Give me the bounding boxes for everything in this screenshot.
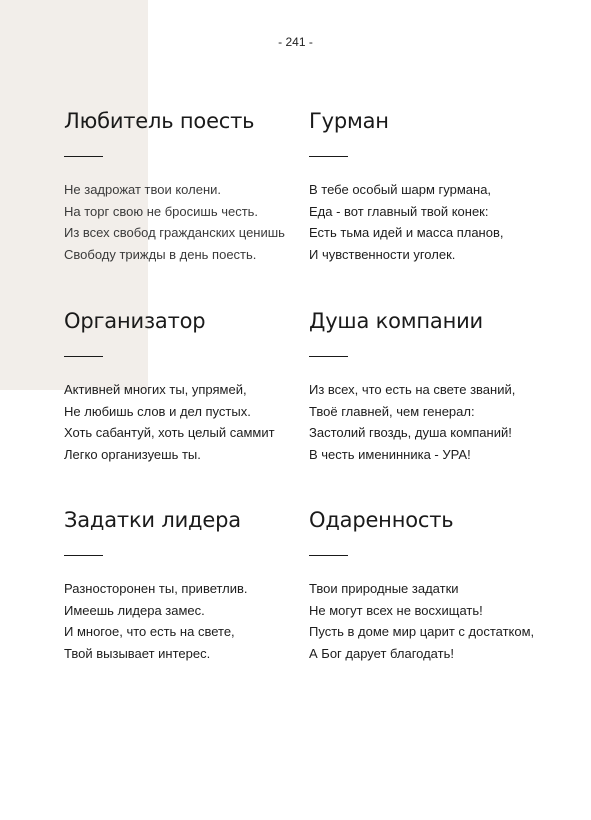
poem-verse	[309, 179, 559, 265]
verse-line: Свободу трижды в день поесть.	[64, 246, 257, 262]
poem-verse	[309, 578, 559, 664]
title-divider	[64, 156, 103, 157]
verse-line: И многое, что есть на свете,	[64, 624, 235, 639]
verse-line: Хоть сабантуй, хоть целый саммит	[64, 425, 275, 440]
verse-line: В честь именинника - УРА!	[309, 446, 471, 462]
verse-line: Твои природные задатки	[309, 581, 459, 596]
verse-line: На торг свою не бросишь честь.	[64, 203, 259, 219]
poem-section-food-lover	[64, 108, 314, 265]
verse-line: Активней многих ты, упрямей,	[64, 382, 247, 397]
poem-verse	[64, 578, 314, 664]
title-divider	[309, 156, 348, 157]
poem-verse	[309, 379, 559, 465]
verse-line: Еда - вот главный твой конек:	[309, 203, 489, 219]
poem-section-leader	[64, 507, 314, 664]
title-divider	[309, 555, 348, 556]
title-divider	[309, 356, 348, 357]
poem-section-giftedness	[309, 507, 559, 664]
verse-line: Твоё главней, чем генерал:	[309, 403, 475, 419]
verse-line: Из всех, что есть на свете званий,	[309, 382, 516, 397]
poem-title: Организатор	[64, 309, 206, 333]
poem-title: Душа компании	[309, 309, 483, 333]
verse-line: Легко организуешь ты.	[64, 446, 201, 462]
title-divider	[64, 555, 103, 556]
poem-title: Одаренность	[309, 508, 454, 532]
page-number: - 241 -	[278, 35, 313, 49]
poem-title: Задатки лидера	[64, 508, 241, 532]
verse-line: Имеешь лидера замес.	[64, 602, 205, 618]
poem-section-gourmet	[309, 108, 559, 265]
verse-line: Не любишь слов и дел пустых.	[64, 403, 251, 419]
poem-verse	[64, 379, 314, 465]
verse-line: Разносторонен ты, приветлив.	[64, 581, 248, 596]
verse-line: В тебе особый шарм гурмана,	[309, 182, 492, 197]
verse-line: Из всех свобод гражданских ценишь	[64, 225, 285, 240]
verse-line: Твой вызывает интерес.	[64, 645, 211, 661]
poem-section-organizer	[64, 308, 314, 465]
verse-line: И чувственности уголек.	[309, 246, 456, 262]
poem-verse	[64, 179, 314, 265]
verse-line: Пусть в доме мир царит с достатком,	[309, 624, 535, 639]
poem-title: Гурман	[309, 109, 389, 133]
verse-line: Не задрожат твои колени.	[64, 182, 221, 197]
poem-section-life-of-party	[309, 308, 559, 465]
verse-line: Не могут всех не восхищать!	[309, 602, 483, 618]
poem-title: Любитель поесть	[64, 109, 255, 133]
verse-line: Застолий гвоздь, душа компаний!	[309, 425, 512, 440]
verse-line: Есть тьма идей и масса планов,	[309, 225, 504, 240]
title-divider	[64, 356, 103, 357]
verse-line: А Бог дарует благодать!	[309, 645, 454, 661]
